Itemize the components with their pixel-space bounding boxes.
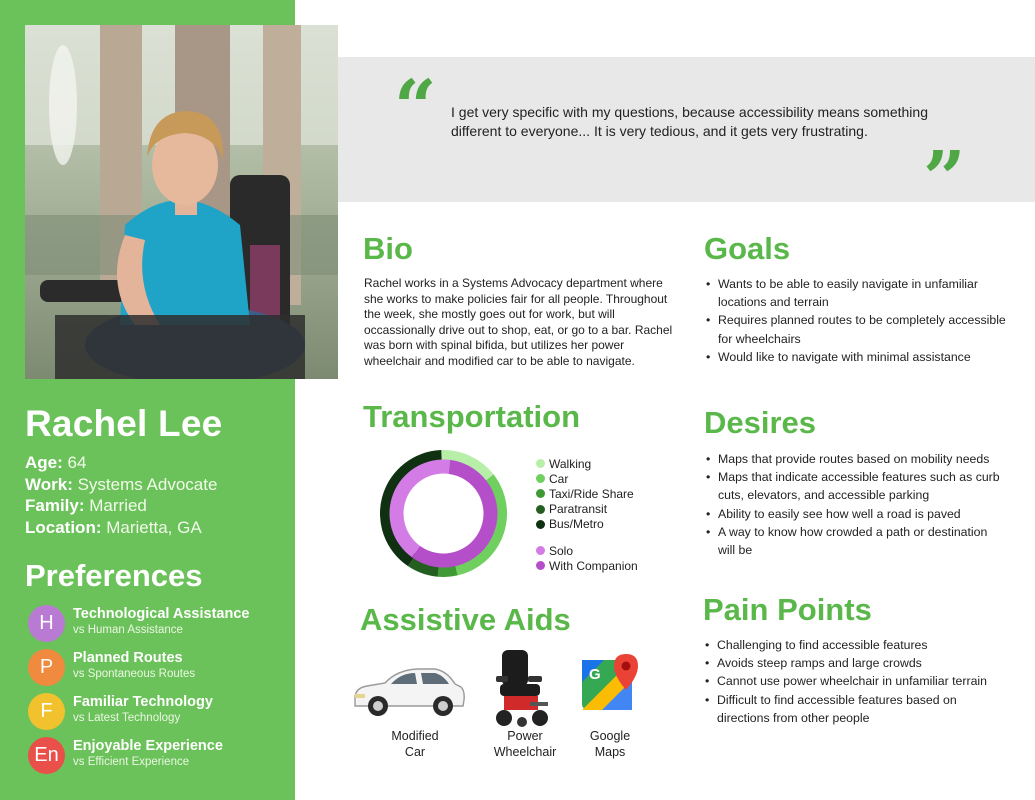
fact-age: Age: 64 [25, 453, 87, 472]
assistive-aids-heading: Assistive Aids [360, 602, 571, 637]
list-item: • Ability to easily see how well a road is paved [706, 505, 1006, 523]
preferences-title: Preferences [25, 558, 203, 593]
transportation-donut-chart [380, 450, 507, 577]
preference-subtitle: vs Efficient Experience [73, 756, 190, 768]
legend-swatch [536, 546, 545, 555]
fact-location: Location: Marietta, GA [25, 517, 202, 537]
desires-list [706, 450, 1006, 559]
preference-title: Enjoyable Experience [73, 738, 223, 754]
svg-text:G: G [589, 666, 601, 683]
fact-work: Work: Systems Advocate [25, 474, 218, 494]
list-item: • Difficult to find accessible features based on directions from other people [705, 691, 1005, 727]
legend-swatch [536, 459, 545, 468]
list-item: • Requires planned routes to be completely accessible for wheelchairs [706, 311, 1006, 347]
legend-swatch [536, 474, 545, 483]
list-item: • Would like to navigate with minimal assistance [706, 348, 1006, 366]
aid-label: Google Maps [589, 729, 631, 759]
preference-subtitle: vs Human Assistance [73, 624, 183, 636]
preference-title: Technological Assistance [73, 606, 250, 622]
legend-swatch [536, 520, 545, 529]
list-item: • Wants to be able to easily navigate in unfamiliar locations and terrain [706, 275, 1006, 311]
preference-badge: En [28, 737, 65, 774]
wheelchair-icon [490, 646, 556, 730]
pain-points-heading: Pain Points [703, 592, 872, 627]
fact-family: Family: Married [25, 496, 147, 515]
quote-text: I get very specific with my questions, because accessibility means something different to everyone... It is very tedious, and it gets very frustrating. [451, 104, 928, 139]
legend-item: Solo [536, 543, 638, 558]
transportation-legend [536, 456, 638, 573]
legend-item: Paratransit [536, 502, 638, 517]
legend-item: Bus/Metro [536, 517, 638, 532]
list-item: • Cannot use power wheelchair in unfamiliar terrain [705, 672, 1005, 690]
pain-points-list [705, 636, 1005, 727]
aid-label: Modified Car [391, 729, 439, 759]
preference-item [28, 693, 288, 733]
open-quote-icon: “ [394, 65, 437, 151]
list-item: • Challenging to find accessible features [705, 636, 1005, 654]
desires-heading: Desires [704, 405, 817, 440]
profile-photo-image [25, 25, 338, 379]
quote-box [338, 57, 1035, 222]
legend-swatch [536, 489, 545, 498]
persona-name: Rachel Lee [25, 403, 223, 444]
legend-item: Car [536, 471, 638, 486]
preference-badge: P [28, 649, 65, 686]
legend-item: Taxi/Ride Share [536, 486, 638, 501]
transportation-heading: Transportation [363, 399, 581, 434]
preference-subtitle: vs Latest Technology [73, 712, 181, 724]
bio-heading: Bio [363, 231, 413, 266]
preference-subtitle: vs Spontaneous Routes [73, 668, 196, 680]
goals-heading: Goals [704, 231, 791, 266]
preference-item [28, 649, 288, 689]
list-item: • A way to know how crowded a path or destination will be [706, 523, 1006, 559]
legend-swatch [536, 505, 545, 514]
bio-text: Rachel works in a Systems Advocacy department where she works to make policies fair for all people. Throughout the week, she mostly goes out for work, but will occassionally drive out to shop, eat, or go to a bar. Rachel was born with spinal bifida, but utilizes her power wheelchair and modified car to be able to navigate. [364, 276, 673, 368]
google-maps-icon [580, 652, 640, 712]
close-quote-icon: ” [923, 136, 966, 222]
preference-title: Planned Routes [73, 650, 183, 666]
preference-item [28, 605, 288, 645]
legend-swatch [536, 561, 545, 570]
preference-badge: H [28, 605, 65, 642]
persona-facts [25, 452, 217, 538]
legend-item: Walking [536, 456, 638, 471]
goals-list [706, 275, 1006, 366]
aid-label: Power Wheelchair [493, 729, 557, 759]
preference-badge: F [28, 693, 65, 730]
list-item: • Avoids steep ramps and large crowds [705, 654, 1005, 672]
inner-ring [390, 460, 498, 568]
preference-item [28, 737, 288, 777]
profile-photo [25, 25, 338, 379]
list-item: • Maps that indicate accessible features such as curb cuts, elevators, and accessible parking [706, 468, 1006, 504]
preference-title: Familiar Technology [73, 694, 213, 710]
legend-item: With Companion [536, 558, 638, 573]
list-item: • Maps that provide routes based on mobility needs [706, 450, 1006, 468]
car-icon [351, 656, 467, 722]
